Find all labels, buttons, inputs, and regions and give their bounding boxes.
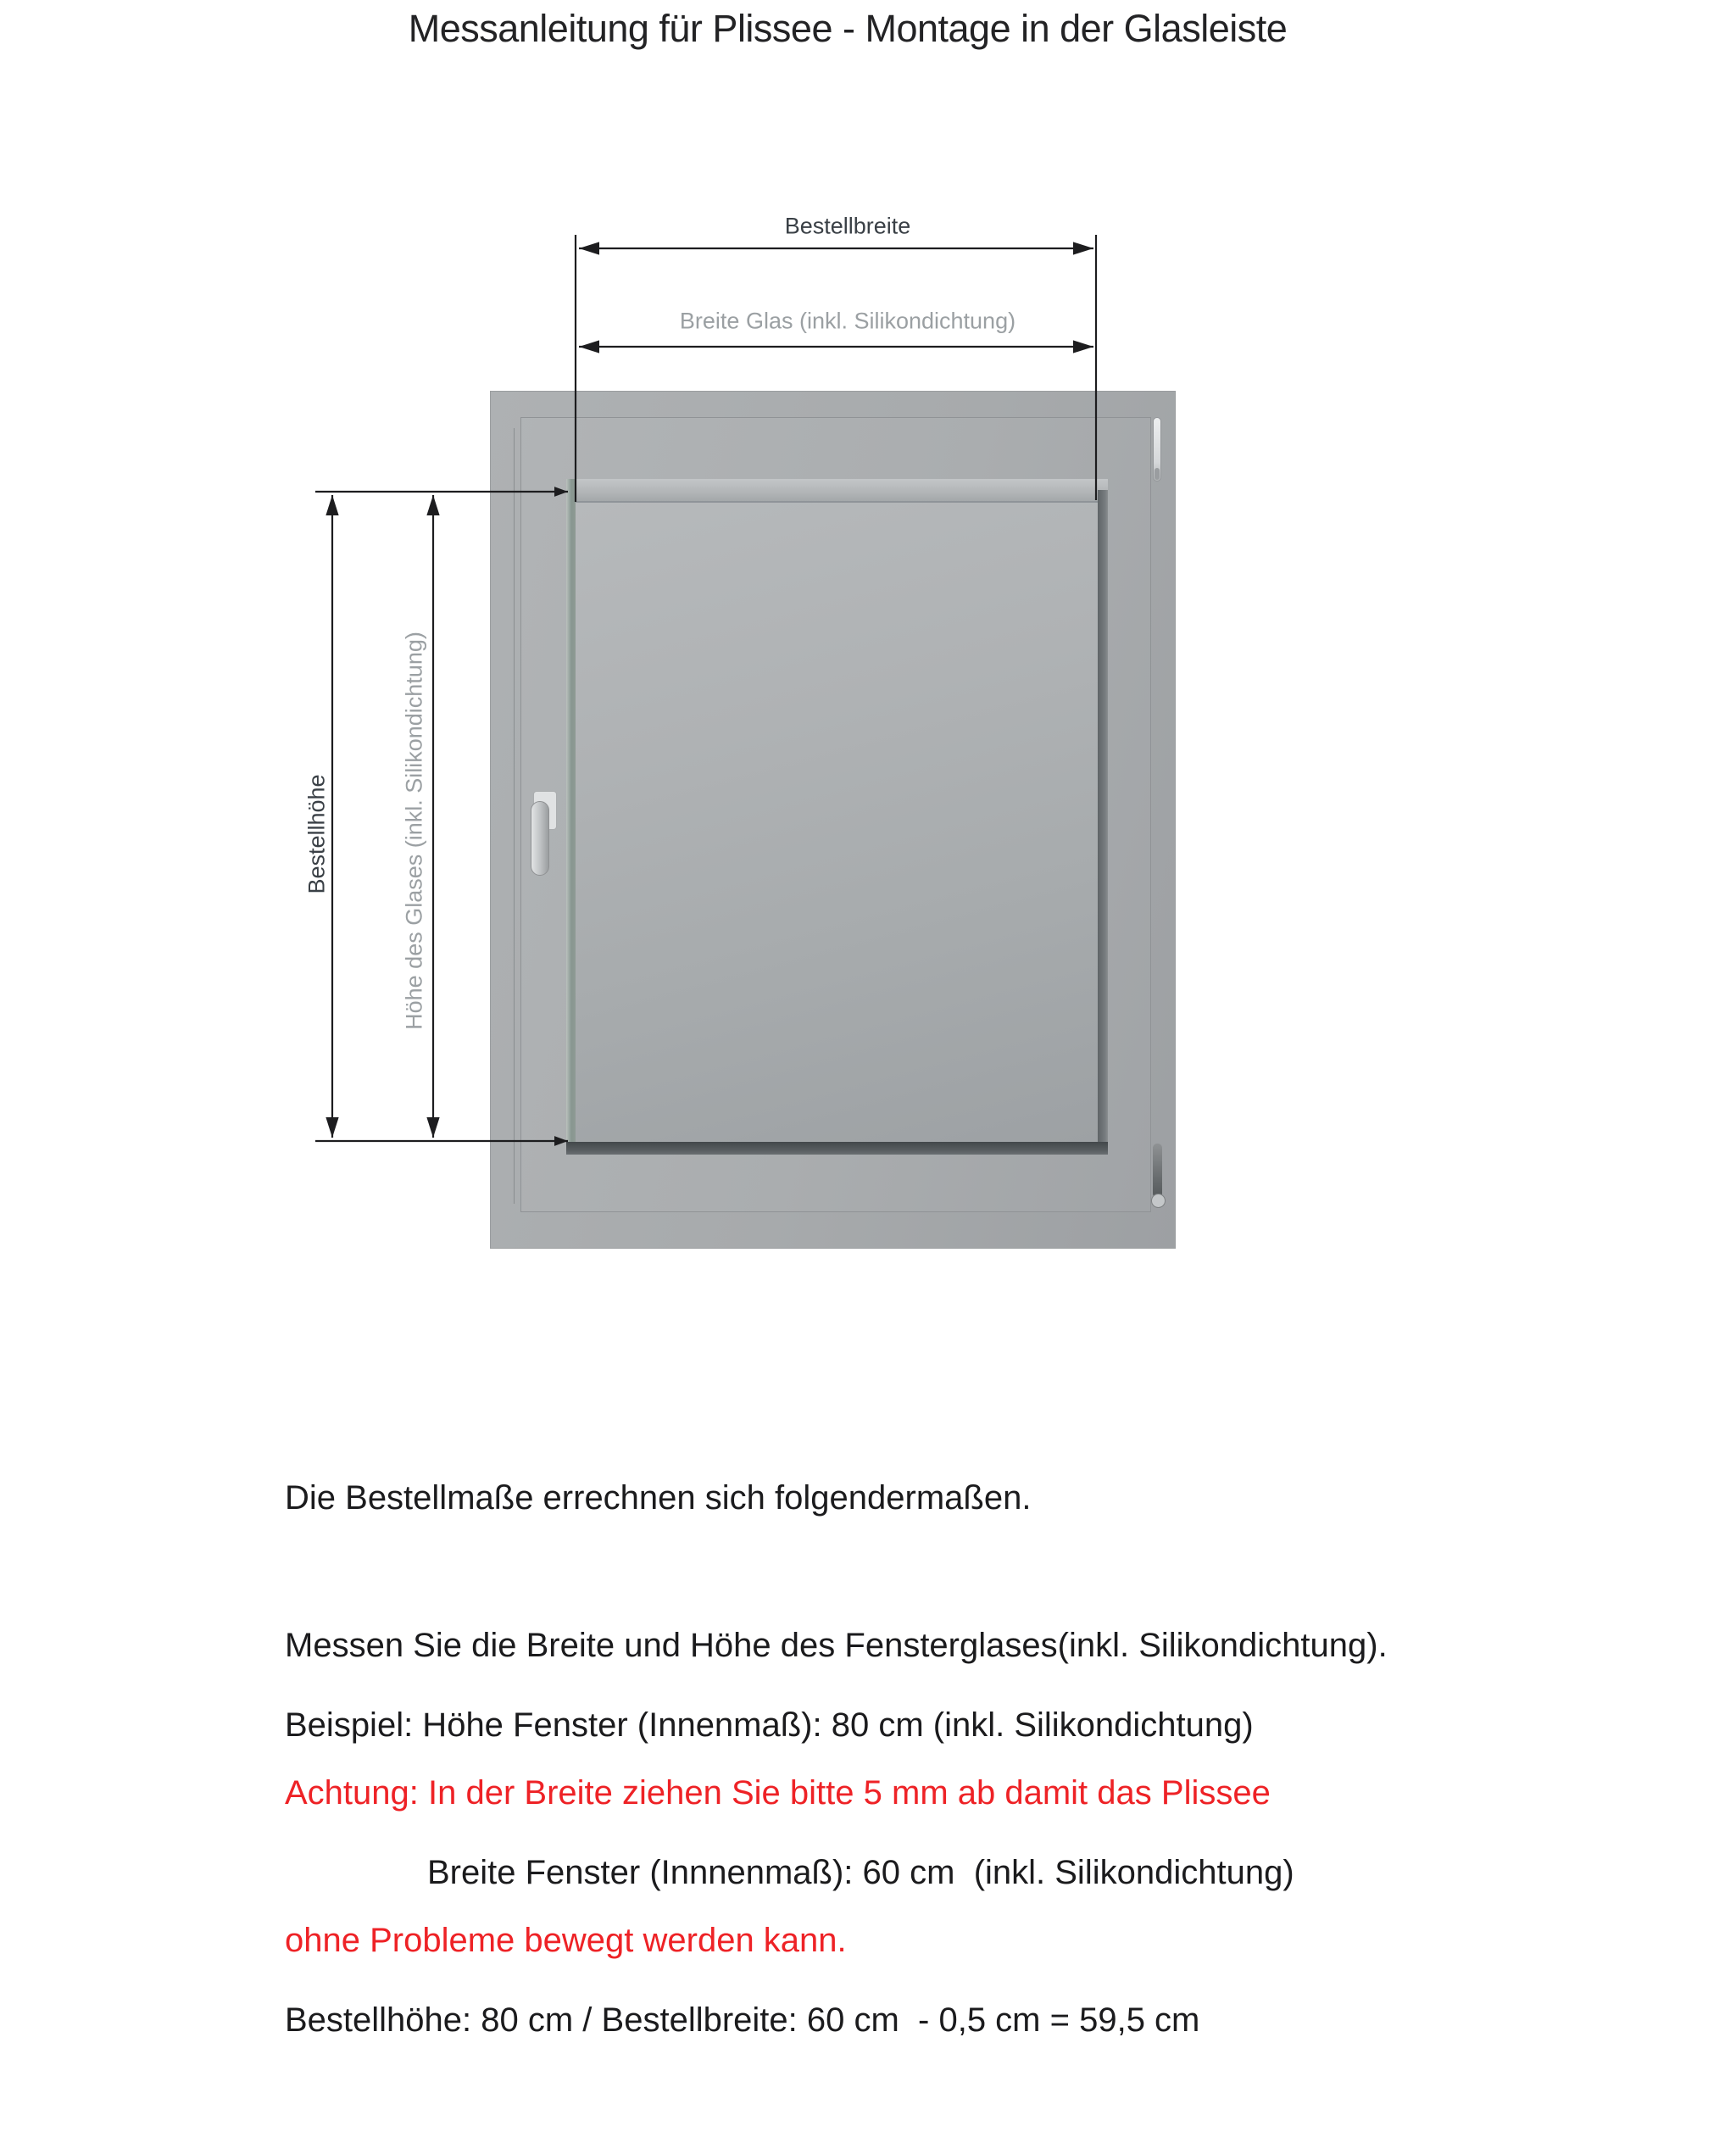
page-title: Messanleitung für Plissee - Montage in der Glasleiste	[408, 7, 1288, 50]
label-glass-height: Höhe des Glases (inkl. Silikondichtung)	[401, 632, 427, 1030]
example-line: Breite Fenster (Innnenmaß): 60 cm (inkl. Silikondichtung)	[427, 1854, 1294, 1891]
label-order-height: Bestellhöhe	[303, 774, 330, 894]
label-order-width: Bestellbreite	[784, 213, 911, 239]
example-text-block	[285, 1602, 1294, 2143]
instruction-warning-line: Achtung: In der Breite ziehen Sie bitte 5 mm ab damit das Plissee	[285, 1774, 1271, 1812]
label-glass-width: Breite Glas (inkl. Silikondichtung)	[679, 308, 1016, 334]
example-line: Beispiel: Höhe Fenster (Innenmaß): 80 cm (inkl. Silikondichtung)	[285, 1706, 1254, 1744]
example-line: Bestellhöhe: 80 cm / Bestellbreite: 60 cm - 0,5 cm = 59,5 cm	[285, 2001, 1200, 2039]
instruction-warning-line: ohne Probleme bewegt werden kann.	[285, 1922, 847, 1959]
instruction-line: Messen Sie die Breite und Höhe des Fensterglases(inkl. Silikondichtung).	[285, 1627, 1388, 1664]
instruction-line: Die Bestellmaße errechnen sich folgendermaßen.	[285, 1479, 1032, 1517]
